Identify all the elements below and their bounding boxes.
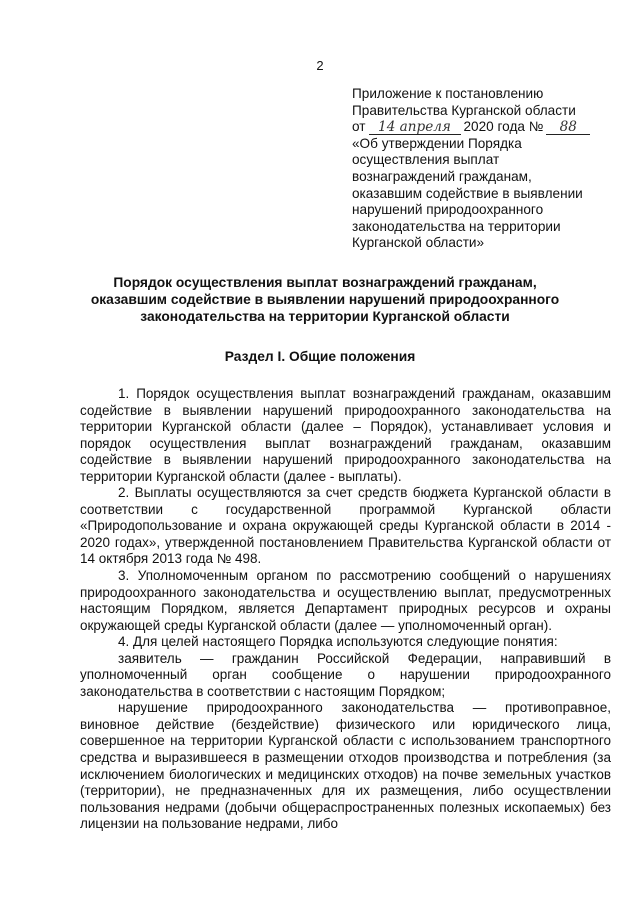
appendix-line-2: Правительства Курганской области [352, 102, 576, 118]
page-number: 2 [316, 58, 324, 73]
appendix-line-1: Приложение к постановлению [352, 86, 544, 101]
document-body [80, 386, 611, 833]
appendix-line-10: Курганской области» [352, 235, 485, 251]
handwritten-date: 14 апреля [369, 120, 461, 135]
date-prefix: от [352, 119, 366, 135]
handwritten-number: 88 [546, 120, 590, 135]
paragraph-1: 1. Порядок осуществления выплат вознаграждений гражданам, оказавшим содействие в выявлении нарушений природоохранного законодательства на территории Курганской области (далее – Порядок), устанавливает условия и порядок осуществления выплат вознаграждений гражданам, оказавшим содействие в выявлении нарушений природоохранного законодательства на территории Курганской области (далее - выплаты). [80, 386, 611, 484]
appendix-block [352, 86, 622, 252]
section-heading: Раздел I. Общие положения [224, 349, 416, 364]
appendix-line-6: вознаграждений гражданам, [352, 168, 532, 184]
definition-applicant: заявитель — гражданин Российской Федерации, направивший в уполномоченный орган сообщение о нарушении природоохранного законодательства в соответствии с настоящим Порядком; [80, 650, 611, 699]
appendix-date-line [352, 119, 622, 136]
document-title: Порядок осуществления выплат вознаграждений гражданам, оказавшим содействие в выявлении нарушений природоохранного законодательства на территории Курганской области [90, 275, 560, 324]
date-suffix: 2020 года № [463, 119, 544, 135]
appendix-line-4: «Об утверждении Порядка [352, 135, 522, 151]
appendix-line-7: оказавшим содействие в выявлении [352, 185, 583, 201]
appendix-line-9: законодательства на территории [352, 218, 561, 234]
paragraph-4: 4. Для целей настоящего Порядка используются следующие понятия: [118, 634, 558, 650]
appendix-line-8: нарушений природоохранного [352, 202, 544, 218]
paragraph-3: 3. Уполномоченным органом по рассмотрению сообщений о нарушениях природоохранного законодательства и осуществлению выплат, предусмотренных настоящим Порядком, является Департамент природных ресурсов и охраны окружающей среды Курганской области (далее — уполномоченный орган). [80, 568, 611, 633]
appendix-line-5: осуществления выплат [352, 152, 500, 168]
definition-violation: нарушение природоохранного законодательства — противоправное, виновное действие (бездействие) физического или юридического лица, совершенное на территории Курганской области с использованием транспортного средства и выразившееся в размещении отходов производства и потребления (за исключением биологических и медицинских отходов) на почве земельных участков (территории), не предназначенных для их размещения, либо осуществлении пользования недрами (добычи общераспространенных полезных ископаемых) без лицензии на пользование недрами, либо [80, 700, 611, 832]
paragraph-2: 2. Выплаты осуществляются за счет средств бюджета Курганской области в соответствии с государственной программой Курганской области «Природопользование и охрана окружающей среды Курганской области в 2014 - 2020 годах», утвержденной постановлением Правительства Курганской области от 14 октября 2013 года № 498. [80, 485, 611, 567]
